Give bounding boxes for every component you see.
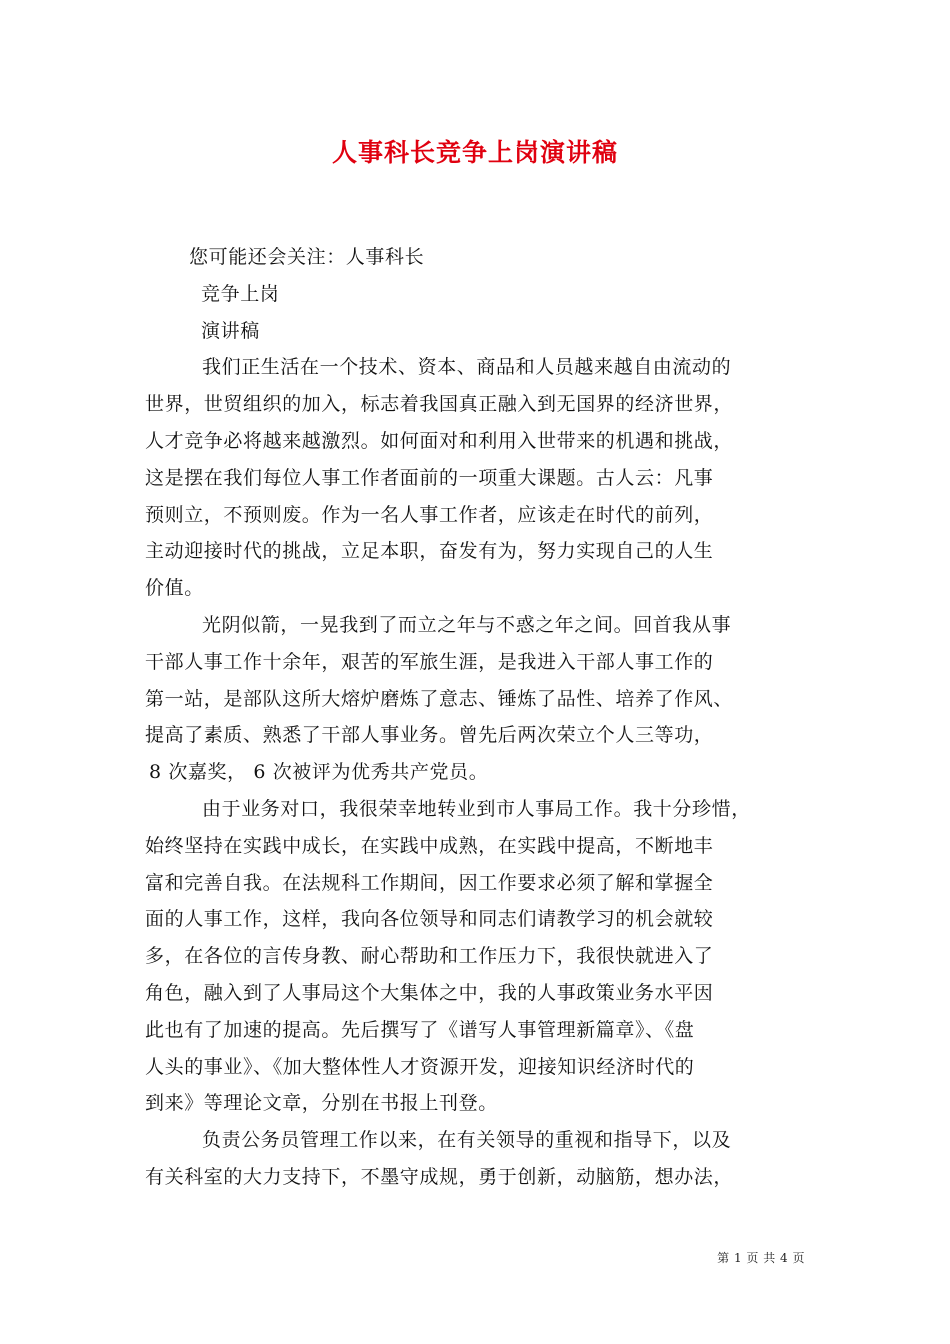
text-line: 多，在各位的言传身教、耐心帮助和工作压力下，我很快就进入了 bbox=[145, 945, 714, 968]
text-line: 第一站，是部队这所大熔炉磨炼了意志、锤炼了品性、培养了作风、 bbox=[145, 687, 734, 710]
text-line: 8 次嘉奖， 6 次被评为优秀共产党员。 bbox=[149, 761, 489, 784]
text-line: 主动迎接时代的挑战，立足本职，奋发有为，努力实现自己的人生 bbox=[145, 540, 714, 563]
text-line: 价值。 bbox=[145, 577, 204, 600]
text-line: 预则立，不预则废。作为一名人事工作者，应该走在时代的前列， bbox=[145, 503, 714, 526]
text-line: 提高了素质、熟悉了干部人事业务。曾先后两次荣立个人三等功， bbox=[145, 724, 714, 747]
text-line: 人才竞争必将越来越激烈。如何面对和利用入世带来的机遇和挑战， bbox=[145, 429, 734, 452]
text-line: 此也有了加速的提高。先后撰写了《谱写人事管理新篇章》、《盘 bbox=[145, 1018, 695, 1041]
text-line: 角色，融入到了人事局这个大集体之中，我的人事政策业务水平因 bbox=[145, 981, 714, 1004]
paragraph-3 bbox=[145, 791, 810, 1122]
text-line: 人头的事业》、《加大整体性人才资源开发，迎接知识经济时代的 bbox=[145, 1055, 695, 1078]
header-line: 演讲稿 bbox=[201, 319, 260, 342]
paragraph-1 bbox=[145, 349, 810, 607]
text-line: 负责公务员管理工作以来，在有关领导的重视和指导下，以及 bbox=[202, 1129, 732, 1152]
text-line: 富和完善自我。在法规科工作期间，因工作要求必须了解和掌握全 bbox=[145, 871, 714, 894]
header-line: 您可能还会关注：人事科长 bbox=[189, 246, 425, 268]
page-footer: 第 1 页 共 4 页 bbox=[717, 1251, 805, 1265]
text-line: 世界，世贸组织的加入，标志着我国真正融入到无国界的经济世界， bbox=[145, 393, 734, 416]
document-body bbox=[145, 239, 810, 1196]
paragraph-2 bbox=[145, 607, 810, 791]
text-line: 光阴似箭，一晃我到了而立之年与不惑之年之间。回首我从事 bbox=[202, 613, 732, 636]
text-line: 面的人事工作，这样，我向各位领导和同志们请教学习的机会就较 bbox=[145, 908, 714, 931]
document-title: 人事科长竞争上岗演讲稿 bbox=[331, 138, 618, 167]
text-line: 到来》等理论文章，分别在书报上刊登。 bbox=[145, 1092, 498, 1115]
paragraph-4 bbox=[145, 1122, 810, 1196]
text-line: 由于业务对口，我很荣幸地转业到市人事局工作。我十分珍惜， bbox=[202, 797, 751, 820]
text-line: 我们正生活在一个技术、资本、商品和人员越来越自由流动的 bbox=[202, 356, 732, 379]
header-line: 竞争上岗 bbox=[201, 282, 280, 305]
text-line: 干部人事工作十余年，艰苦的军旅生涯，是我进入干部人事工作的 bbox=[145, 650, 714, 673]
text-line: 有关科室的大力支持下，不墨守成规，勇于创新，动脑筋，想办法， bbox=[145, 1165, 734, 1188]
text-line: 始终坚持在实践中成长，在实践中成熟，在实践中提高，不断地丰 bbox=[145, 834, 714, 857]
text-line: 这是摆在我们每位人事工作者面前的一项重大课题。古人云：凡事 bbox=[145, 466, 714, 489]
